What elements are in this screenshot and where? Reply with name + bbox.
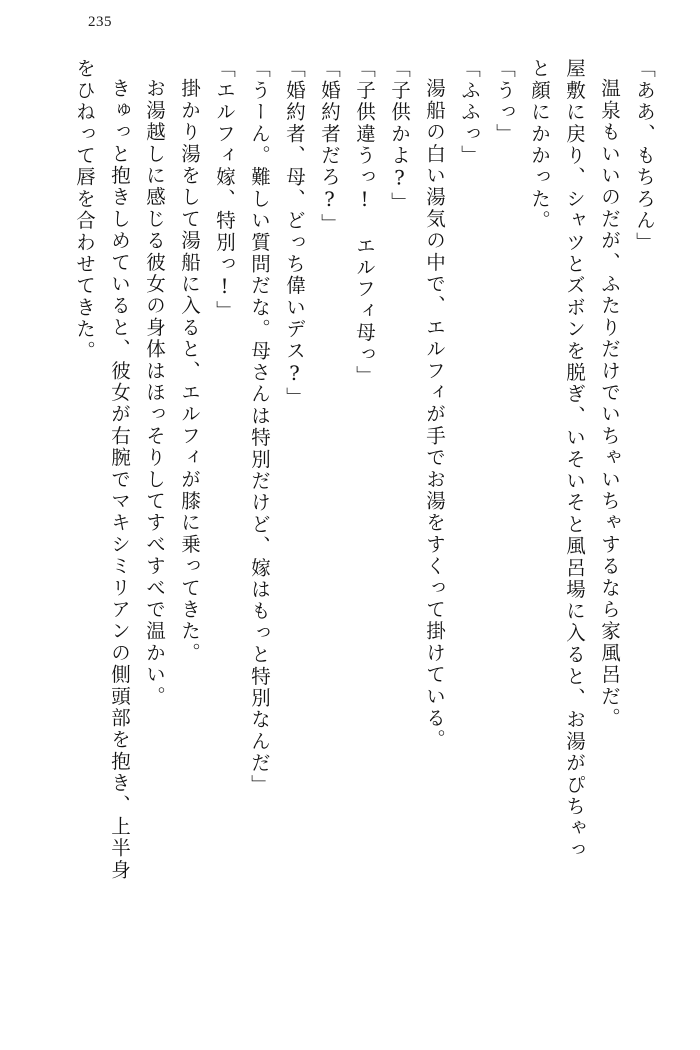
text-line: 「婚約者、母、どっち偉いデス?」 — [283, 58, 306, 409]
text-line: きゅっと抱きしめていると、彼女が右腕でマキシミリアンの側頭部を抱き、上半身 — [108, 78, 131, 881]
text-line: 「うっ」 — [493, 58, 516, 145]
text-line: 温泉もいいのだが、ふたりだけでいちゃいちゃするなら家風呂だ。 — [598, 78, 621, 729]
text-line: と顔にかかった。 — [528, 58, 551, 232]
text-line: 湯船の白い湯気の中で、エルフィが手でお湯をすくって掛けている。 — [423, 78, 446, 751]
text-line: 「うーん。難しい質問だな。母さんは特別だけど、嫁はもっと特別なんだ」 — [248, 58, 271, 796]
text-line: 「子供違うっ! エルフィ母っ」 — [353, 58, 376, 387]
text-line: 「婚約者だろ?」 — [318, 58, 341, 236]
text-line: 「エルフィ嫁、特別っ!」 — [213, 58, 236, 322]
text-line: をひねって唇を合わせてきた。 — [73, 58, 96, 362]
vertical-text-body — [56, 58, 654, 1004]
page-number: 235 — [88, 14, 112, 30]
text-line: 「ふふっ」 — [458, 58, 481, 167]
text-line: 「ああ、もちろん」 — [633, 58, 656, 254]
text-line: お湯越しに感じる彼女の身体はほっそりしてすべすべで温かい。 — [143, 78, 166, 708]
text-line: 掛かり湯をして湯船に入ると、エルフィが膝に乗ってきた。 — [178, 78, 201, 664]
text-line: 「子供かよ?」 — [388, 58, 411, 214]
text-line: 屋敷に戻り、シャツとズボンを脱ぎ、いそいそと風呂場に入ると、お湯がぴちゃっ — [563, 58, 586, 861]
